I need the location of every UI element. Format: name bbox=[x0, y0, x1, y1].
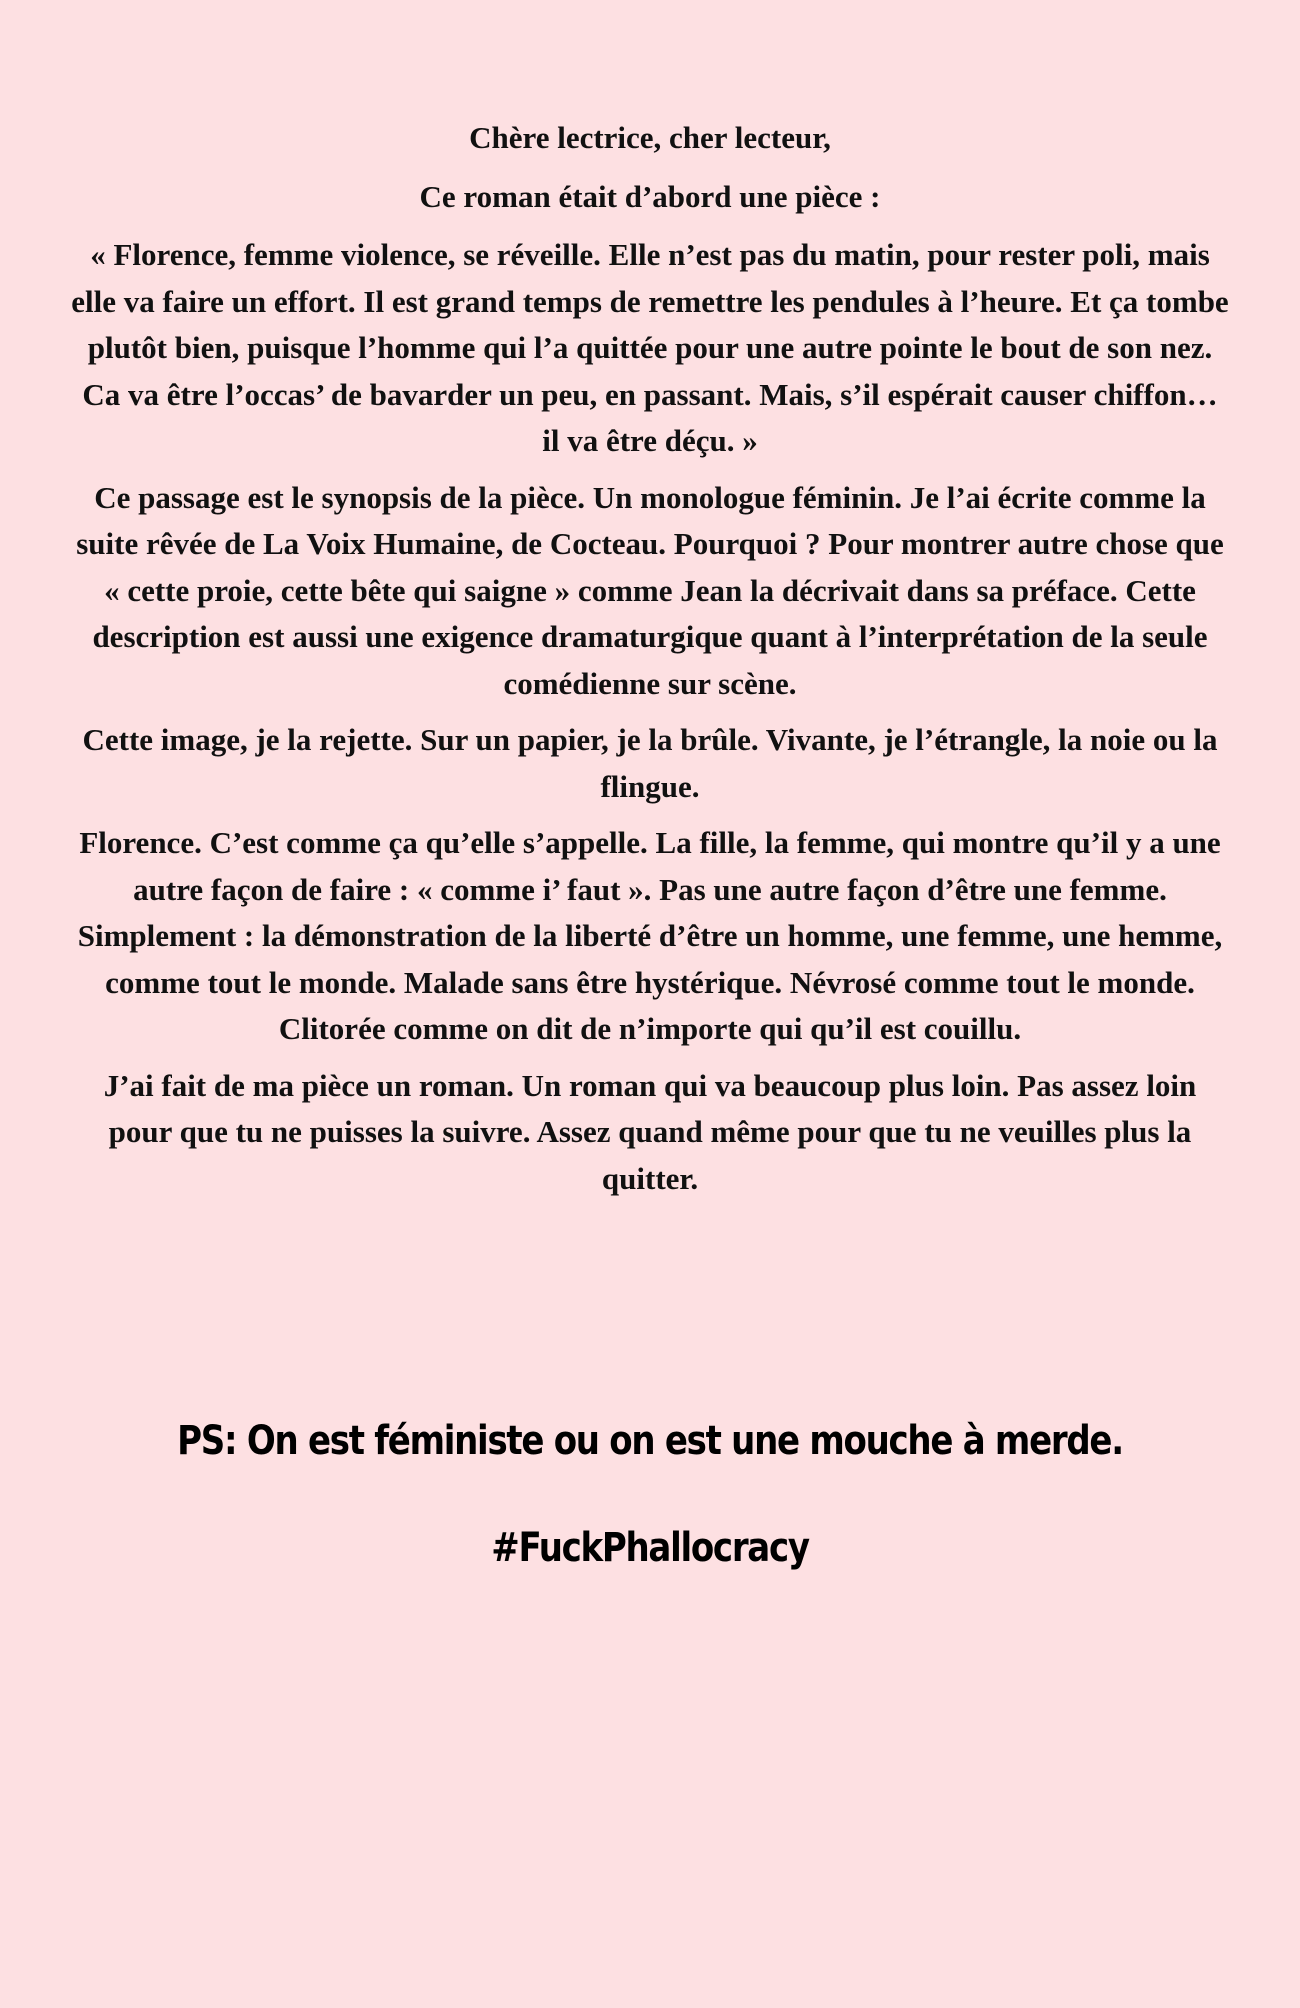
paragraph-novel: J’ai fait de ma pièce un roman. Un roman qui va beaucoup plus loin. Pas assez loin pour que tu ne puisses la suivre. Assez quand même pour que tu ne veuilles plus la quitter. bbox=[103, 1067, 1197, 1196]
paragraph-florence: Florence. C’est comme ça qu’elle s’appelle. La fille, la femme, qui montre qu’il y a une autre façon de faire : « comme i’ faut ». Pas une autre façon d’être une femme. Simplement : la démonstration de la liberté d’être un homme, une femme, une hemme, comme tout le monde. Malade sans être hystérique. Névrosé comme tout le monde. Clitorée comme on dit de n’importe qui qu’il est couillu. bbox=[77, 825, 1223, 1046]
hashtag-text: #FuckPhallocracy bbox=[491, 1525, 809, 1571]
paragraph-rejection: Cette image, je la rejette. Sur un papier, je la brûle. Vivante, je l’étrangle, la noie ou la flingue. bbox=[82, 722, 1218, 804]
paragraph-synopsis-explanation: Ce passage est le synopsis de la pièce. Un monologue féminin. Je l’ai écrite comme la suite rêvée de La Voix Humaine, de Cocteau. Pourquoi ? Pour montrer autre chose que « cette proie, cette bête qui saigne » comme Jean la décrivait dans sa préface. Cette description est aussi une exigence dramaturgique quant à l’interprétation de la seule comédienne sur scène. bbox=[76, 479, 1224, 701]
postscript-line bbox=[98, 1418, 1203, 1464]
letter-body bbox=[70, 115, 1230, 1212]
salutation: Chère lectrice, cher lecteur, bbox=[469, 120, 831, 155]
postscript-text: PS: On est féministe ou on est une mouche à merde. bbox=[177, 1418, 1123, 1464]
intro-line: Ce roman était d’abord une pièce : bbox=[419, 178, 881, 214]
synopsis-quote: « Florence, femme violence, se réveille. Elle n’est pas du matin, pour rester poli, mais elle va faire un effort. Il est grand temps de remettre les pendules à l’heure. Et ça tombe plutôt bien, puisque l’homme qui l’a quittée pour une autre pointe le bout de son nez. Ca va être l’occas’ de bavarder un peu, en passant. Mais, s’il espérait causer chiffon… il va être déçu. » bbox=[71, 237, 1229, 458]
hashtag-line bbox=[98, 1525, 1203, 1571]
